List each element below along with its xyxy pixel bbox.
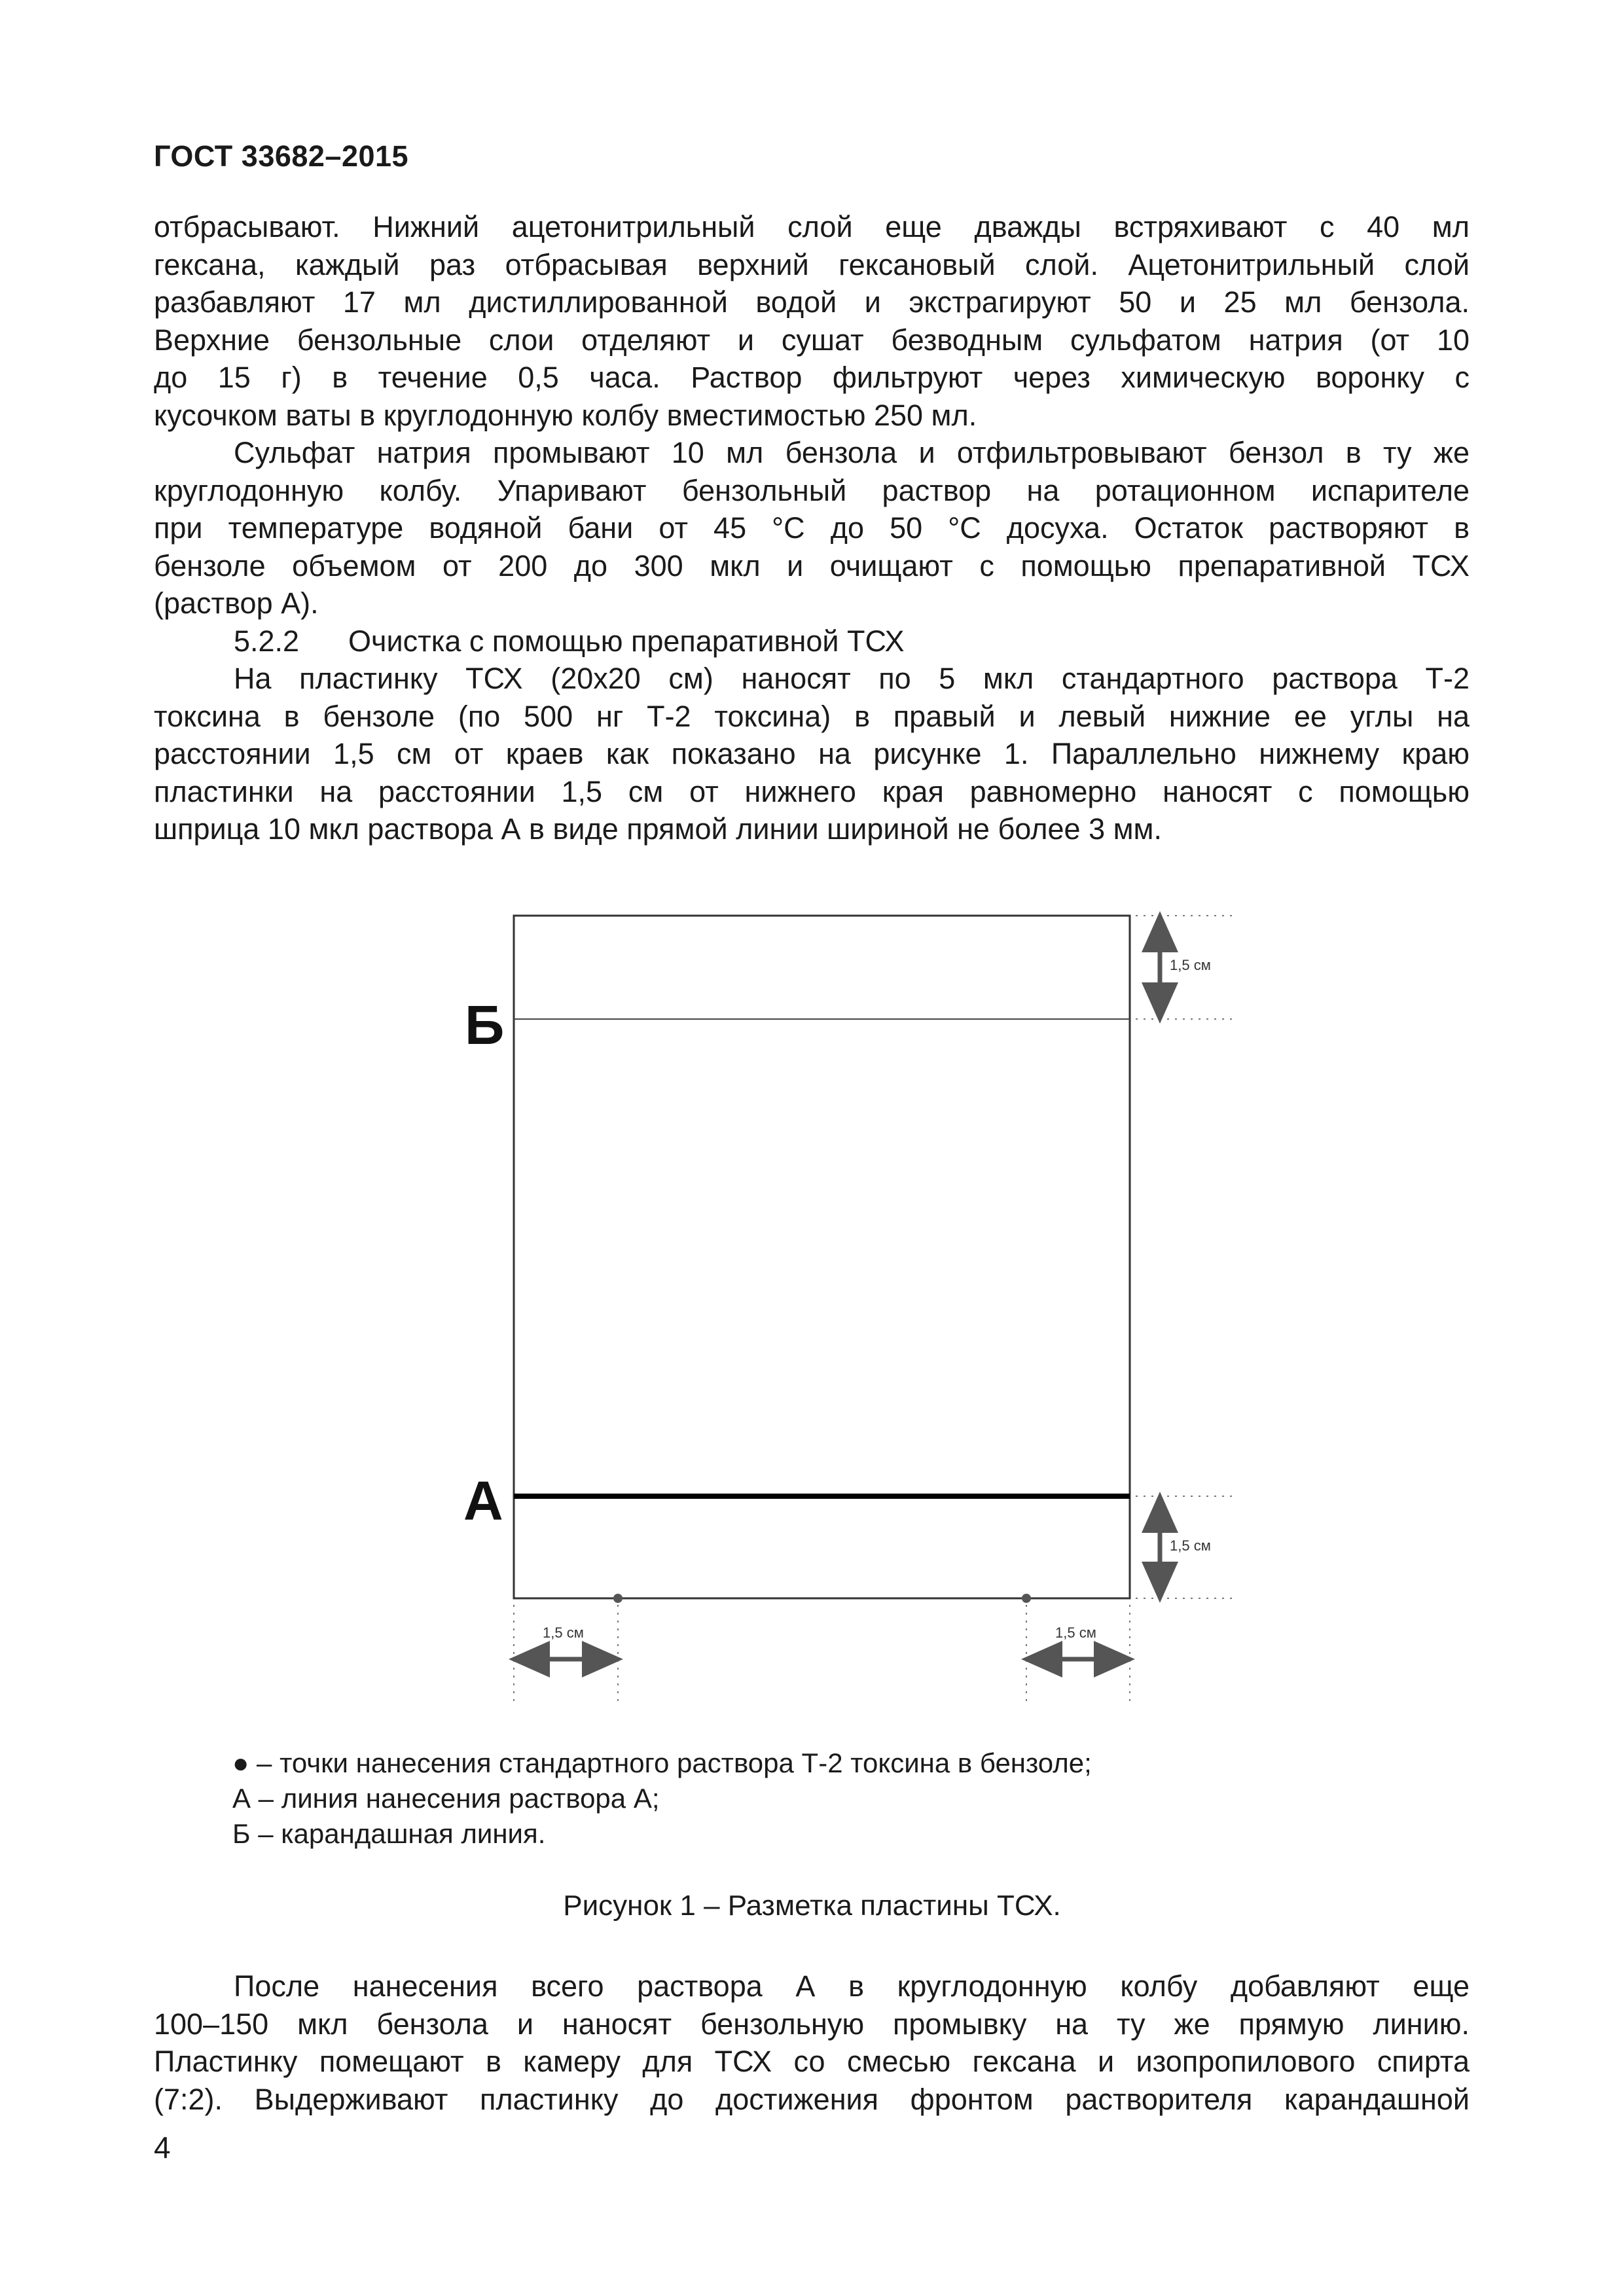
paragraph-line: Пластинку помещают в камеру для ТСХ со смесью гексана и изопропилового спирта: [154, 2045, 1470, 2078]
document-header: ГОСТ 33682–2015: [154, 139, 409, 173]
paragraph-line: до 15 г) в течение 0,5 часа. Раствор фильтруют через химическую воронку с: [154, 361, 1470, 394]
legend-item-points: ● – точки нанесения стандартного раствора Т-2 токсина в бензоле;: [232, 1748, 1092, 1778]
section-number: 5.2.2: [234, 624, 300, 658]
paragraph-line: гексана, каждый раз отбрасывая верхний гексановый слой. Ацетонитрильный слой: [154, 247, 1470, 281]
dimension-guides: [514, 916, 1237, 1702]
paragraph-line: пластинки на расстоянии 1,5 см от нижнего края равномерно наносят с помощью: [154, 774, 1470, 808]
page-number: 4: [154, 2130, 171, 2164]
paragraph-line: расстоянии 1,5 см от краев как показано на рисунке 1. Параллельно нижнему краю: [154, 737, 1470, 770]
legend-item-line-b: Б – карандашная линия.: [232, 1818, 546, 1849]
paragraph-line: токсина в бензоле (по 500 нг Т-2 токсина) в правый и левый нижние ее углы на: [154, 699, 1470, 733]
dimension-label-top-right: 1,5 см: [1170, 957, 1211, 973]
figure-legend: [232, 1746, 1092, 1852]
paragraph-line: Верхние бензольные слои отделяют и сушат безводным сульфатом натрия (от 10: [154, 323, 1470, 357]
paragraph-line: На пластинку ТСХ (20х20 см) наносят по 5 мкл стандартного раствора Т-2: [234, 662, 1470, 695]
dimension-label-bottom-right-h: 1,5 см: [1055, 1624, 1096, 1641]
paragraph-line: бензоле объемом от 200 до 300 мкл и очищают с помощью препаративной ТСХ: [154, 548, 1470, 583]
dimension-label-bottom-left: 1,5 см: [543, 1624, 584, 1641]
legend-item-line-a: А – линия нанесения раствора А;: [232, 1783, 660, 1814]
application-point-right: [1022, 1594, 1031, 1603]
paragraph-line: (раствор А).: [154, 586, 319, 620]
paragraph-line: при температуре водяной бани от 45 °С до 50 °С досуха. Остаток растворяют в: [154, 511, 1470, 545]
paragraph-line: разбавляют 17 мл дистиллированной водой и экстрагируют 50 и 25 мл бензола.: [154, 285, 1470, 319]
paragraph-line: После нанесения всего раствора А в круглодонную колбу добавляют еще: [234, 1969, 1470, 2003]
paragraph-line: 100–150 мкл бензола и наносят бензольную промывку на ту же прямую линию.: [154, 2007, 1470, 2041]
paragraph-line: отбрасывают. Нижний ацетонитрильный слой еще дважды встряхивают с 40 мл: [154, 210, 1470, 243]
label-b: Б: [465, 994, 505, 1056]
label-a: А: [463, 1470, 503, 1532]
dimension-label-bottom-right: 1,5 см: [1170, 1537, 1211, 1554]
paragraph-line: круглодонную колбу. Упаривают бензольный раствор на ротационном испарителе: [154, 473, 1470, 507]
section-title: Очистка с помощью препаративной ТСХ: [348, 624, 905, 658]
paragraph-line: шприца 10 мкл раствора А в виде прямой линии шириной не более 3 мм.: [154, 812, 1162, 846]
paragraph-line: (7:2). Выдерживают пластинку до достижения фронтом растворителя карандашной: [154, 2082, 1470, 2116]
text-block-bottom: [154, 1967, 1470, 2118]
application-point-left: [613, 1594, 623, 1603]
paragraph-line: кусочком ваты в круглодонную колбу вместимостью 250 мл.: [154, 398, 977, 432]
paragraph-line: Сульфат натрия промывают 10 мл бензола и отфильтровывают бензол в ту же: [234, 436, 1470, 469]
figure-caption: Рисунок 1 – Разметка пластины ТСХ.: [563, 1890, 1061, 1922]
